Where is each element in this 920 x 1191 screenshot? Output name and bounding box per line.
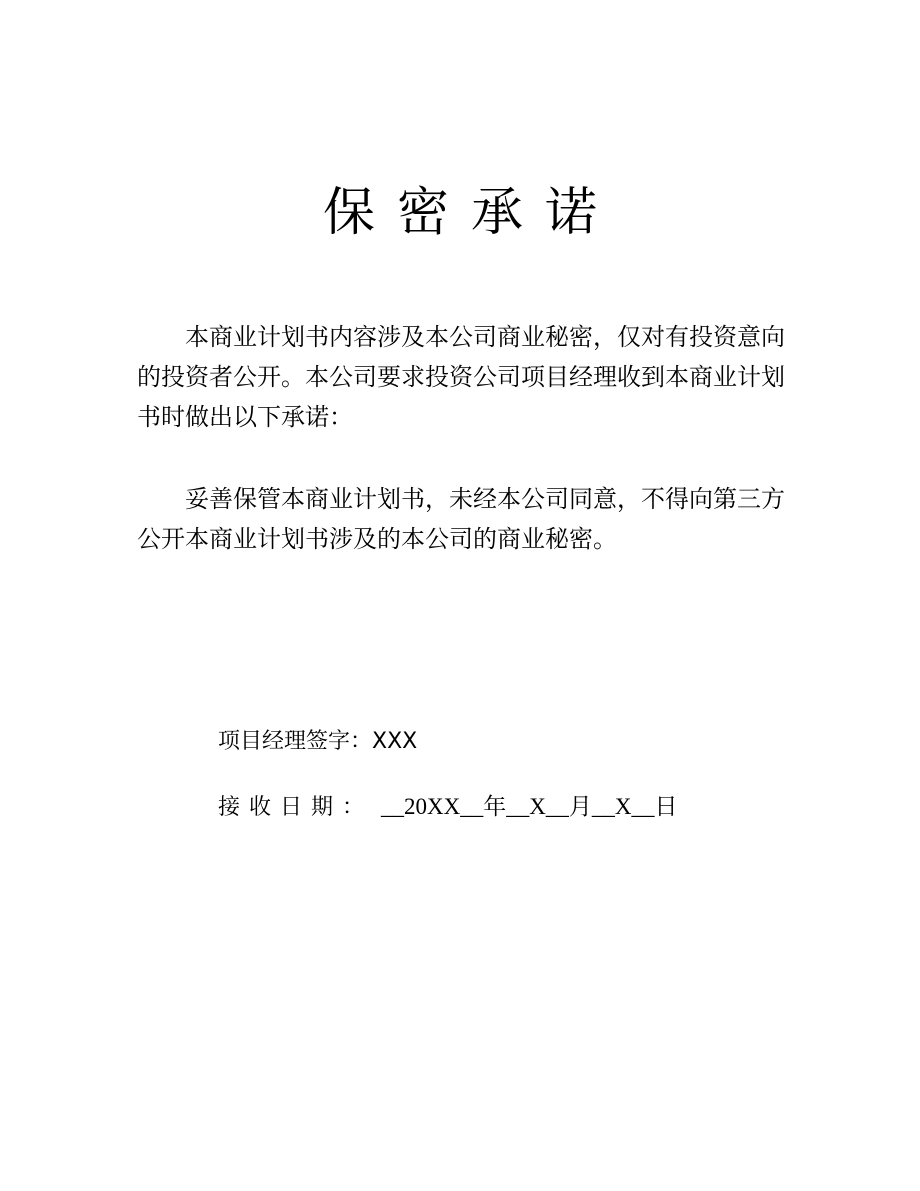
receipt-date-line — [218, 787, 677, 828]
signature-label: 项目经理签字： — [218, 729, 373, 754]
document-title: 保密承诺 — [322, 183, 619, 243]
paragraph-confidentiality-scope: 本商业计划书内容涉及本公司商业秘密，仅对有投资意向的投资者公开。本公司要求投资公司项目经理收到本商业计划书时做出以下承诺： — [137, 323, 785, 431]
receipt-date-value: __20XX__年__X__月__X__日 — [381, 794, 678, 819]
signature-value: XXX — [372, 729, 418, 754]
signature-line — [218, 722, 417, 762]
receipt-date-label: 接收日期： — [218, 795, 374, 820]
paragraph-commitment: 妥善保管本商业计划书，未经本公司同意，不得向第三方公开本商业计划书涉及的本公司的商业秘密。 — [137, 485, 785, 553]
